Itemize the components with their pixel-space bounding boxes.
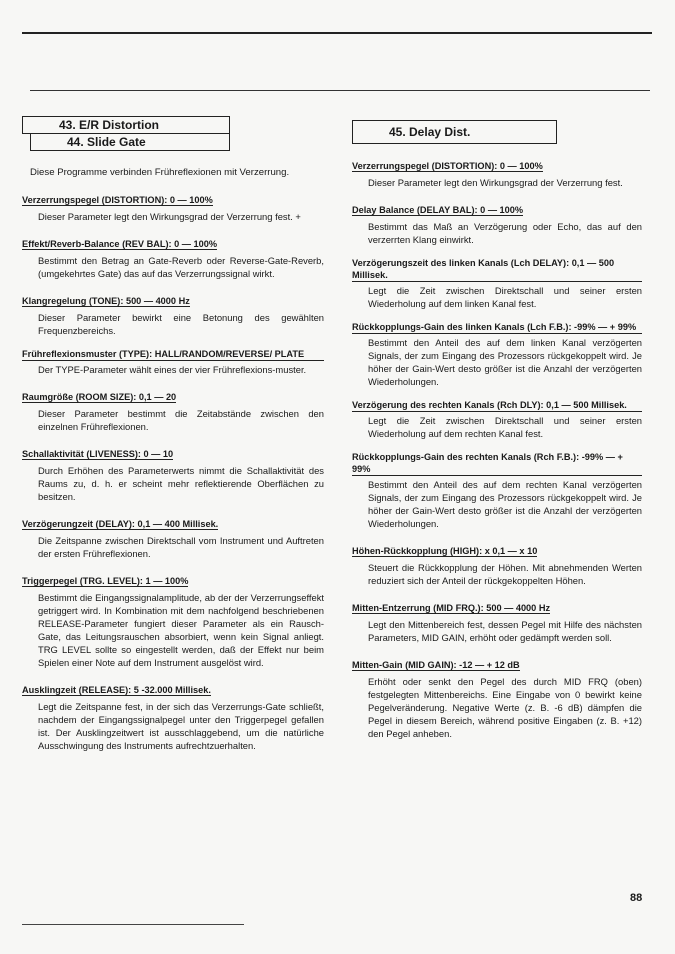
param-heading: Raumgröße (ROOM SIZE): 0,1 — 20 <box>22 392 177 402</box>
param-section <box>352 399 642 440</box>
param-description: Dieser Parameter legt den Wirkungsgrad der Verzerrung fest. <box>368 177 623 188</box>
param-section <box>22 444 324 503</box>
page-number: 88 <box>630 892 643 904</box>
section-title-45: 45. Delay Dist. <box>352 120 557 144</box>
param-description: Erhöht oder senkt den Pegel des durch MID FRQ (oben) festgelegten Mittenbereichs. Eine Eingabe von 0 bewirkt keine Pegelveränderung. Negative Werte (z. B. -6 dB) dämpfen die Pegel in diesem Bereich, während positive Eingaben (z. B. +12) den Pegel anheben. <box>368 676 642 739</box>
header-rule <box>30 90 650 91</box>
param-description: Dieser Parameter legt den Wirkungsgrad der Verzerrung fest. + <box>38 211 301 222</box>
param-heading: Schallaktivität (LIVENESS): 0 — 10 <box>22 449 174 459</box>
param-heading: Rückkopplungs-Gain des rechten Kanals (Rch F.B.): -99% — + 99% <box>352 451 642 476</box>
param-section <box>22 387 324 433</box>
param-description: Der TYPE-Parameter wählt eines der vier Frühreflexions-muster. <box>38 364 307 375</box>
param-section <box>352 598 642 644</box>
param-heading: Verzögerungzeit (DELAY): 0,1 — 400 Millisek. <box>22 519 219 529</box>
param-description: Legt die Zeit zwischen Direktschall und seiner ersten Wiederholung auf dem linken Kanal fest. <box>368 285 642 309</box>
param-section <box>22 291 324 337</box>
param-section <box>352 451 642 530</box>
param-description: Dieser Parameter bestimmt die Zeitabstände zwischen den einzelnen Frühreflexionen. <box>38 408 324 432</box>
param-description: Bestimmt das Maß an Verzögerung oder Echo, das auf den verzerrten Klang einwirkt. <box>368 221 642 245</box>
left-column <box>22 116 324 752</box>
param-description: Bestimmt den Betrag an Gate-Reverb oder Reverse-Gate-Reverb, (umgekehrtes Gate) das auf das Verzerrungssignal wirkt. <box>38 255 324 279</box>
param-heading: Klangregelung (TONE): 500 — 4000 Hz <box>22 296 190 306</box>
param-section <box>22 190 324 223</box>
param-section <box>352 156 642 189</box>
param-description: Legt den Mittenbereich fest, dessen Pegel mit Hilfe des nächsten Parameters, MID GAIN, erhöht oder gedämpft werden soll. <box>368 619 642 643</box>
param-heading: Effekt/Reverb-Balance (REV BAL): 0 — 100% <box>22 239 218 249</box>
param-heading: Mitten-Gain (MID GAIN): -12 — + 12 dB <box>352 660 520 670</box>
param-heading: Ausklingzeit (RELEASE): 5 -32.000 Millisek. <box>22 685 211 695</box>
left-title-stack <box>22 116 324 151</box>
section-title-44: 44. Slide Gate <box>30 134 230 151</box>
param-heading: Triggerpegel (TRG. LEVEL): 1 — 100% <box>22 576 189 586</box>
param-description: Bestimmt die Eingangssignalamplitude, ab der der Verzerrungseffekt getriggert wird. In Kombination mit dem nachfolgend beschriebenen RELEASE-Parameter fungiert dieser Parameter als ein Rausch-Gate, das Leitungsrauschen absorbiert, wenn kein Signal anliegt. TRG LEVEL sollte so eingestellt werden, daß der Effekt nur beim Spielen einer Note auf dem Instrument ausgelöst wird. <box>38 592 324 668</box>
param-section <box>352 655 642 740</box>
right-column <box>352 120 642 740</box>
param-description: Legt die Zeit zwischen Direktschall und seiner ersten Wiederholung auf dem rechten Kanal fest. <box>368 415 642 439</box>
param-description: Durch Erhöhen des Parameterwerts nimmt die Schallaktivität des Raums zu, d. h. er scheint mehr reflektierende Oberflächen zu besitzen. <box>38 465 324 502</box>
param-description: Dieser Parameter bewirkt eine Betonung des gewählten Frequenzbereichs. <box>38 312 324 336</box>
param-section <box>352 321 642 388</box>
param-section <box>22 514 324 560</box>
param-description: Steuert die Rückkopplung der Höhen. Mit abnehmenden Werten reduziert sich der Anteil der rückgekoppelten Höhen. <box>368 562 642 586</box>
param-heading: Mitten-Entzerrung (MID FRQ.): 500 — 4000 Hz <box>352 603 551 613</box>
param-heading: Frühreflexionsmuster (TYPE): HALL/RANDOM/REVERSE/ PLATE <box>22 348 324 361</box>
param-description: Bestimmt den Anteil des auf dem rechten Kanal verzögerten Signals, der zum Eingang des Prozessors rückgekoppelt wird. Je höher der Gain-Wert desto größer ist die Anzahl der verzögerten Wiederholungen. <box>368 479 642 529</box>
param-description: Legt die Zeitspanne fest, in der sich das Verzerrungs-Gate schließt, nachdem der Eingangssignalpegel unter den Triggerpegel gefallen ist. Der Ausklingzeitwert ist ausschlaggebend, um die natürliche Ausschwingung des Instruments aufrechtzuerhalten. <box>38 701 324 751</box>
param-description: Die Zeitspanne zwischen Direktschall vom Instrument und Auftreten der ersten Frühreflexionen. <box>38 535 324 559</box>
param-heading: Rückkopplungs-Gain des linken Kanals (Lch F.B.): -99% — + 99% <box>352 321 642 334</box>
param-section <box>352 541 642 587</box>
param-section <box>352 257 642 310</box>
param-section <box>22 348 324 376</box>
param-description: Bestimmt den Anteil des auf dem linken Kanal verzögerten Signals, der zum Eingang des Prozessors rückgekoppelt wird. Je höher der Gain-Wert desto größer ist die Anzahl der verzögerten Wiederholungen. <box>368 337 642 387</box>
param-section <box>22 234 324 280</box>
footer-rule <box>22 924 244 925</box>
param-section <box>22 680 324 752</box>
param-section <box>22 571 324 669</box>
section-title-43: 43. E/R Distortion <box>22 116 230 134</box>
param-heading: Höhen-Rückkopplung (HIGH): x 0,1 — x 10 <box>352 546 538 556</box>
param-section <box>352 200 642 246</box>
param-heading: Verzerrungspegel (DISTORTION): 0 — 100% <box>352 161 543 171</box>
param-heading: Verzögerung des rechten Kanals (Rch DLY): 0,1 — 500 Millisek. <box>352 399 642 412</box>
param-heading: Delay Balance (DELAY BAL): 0 — 100% <box>352 205 524 215</box>
param-heading: Verzerrungspegel (DISTORTION): 0 — 100% <box>22 195 213 205</box>
intro-text: Diese Programme verbinden Frühreflexionen mit Verzerrung. <box>30 167 290 178</box>
param-heading: Verzögerungszeit des linken Kanals (Lch DELAY): 0,1 — 500 Millisek. <box>352 257 642 282</box>
top-rule <box>22 32 652 34</box>
